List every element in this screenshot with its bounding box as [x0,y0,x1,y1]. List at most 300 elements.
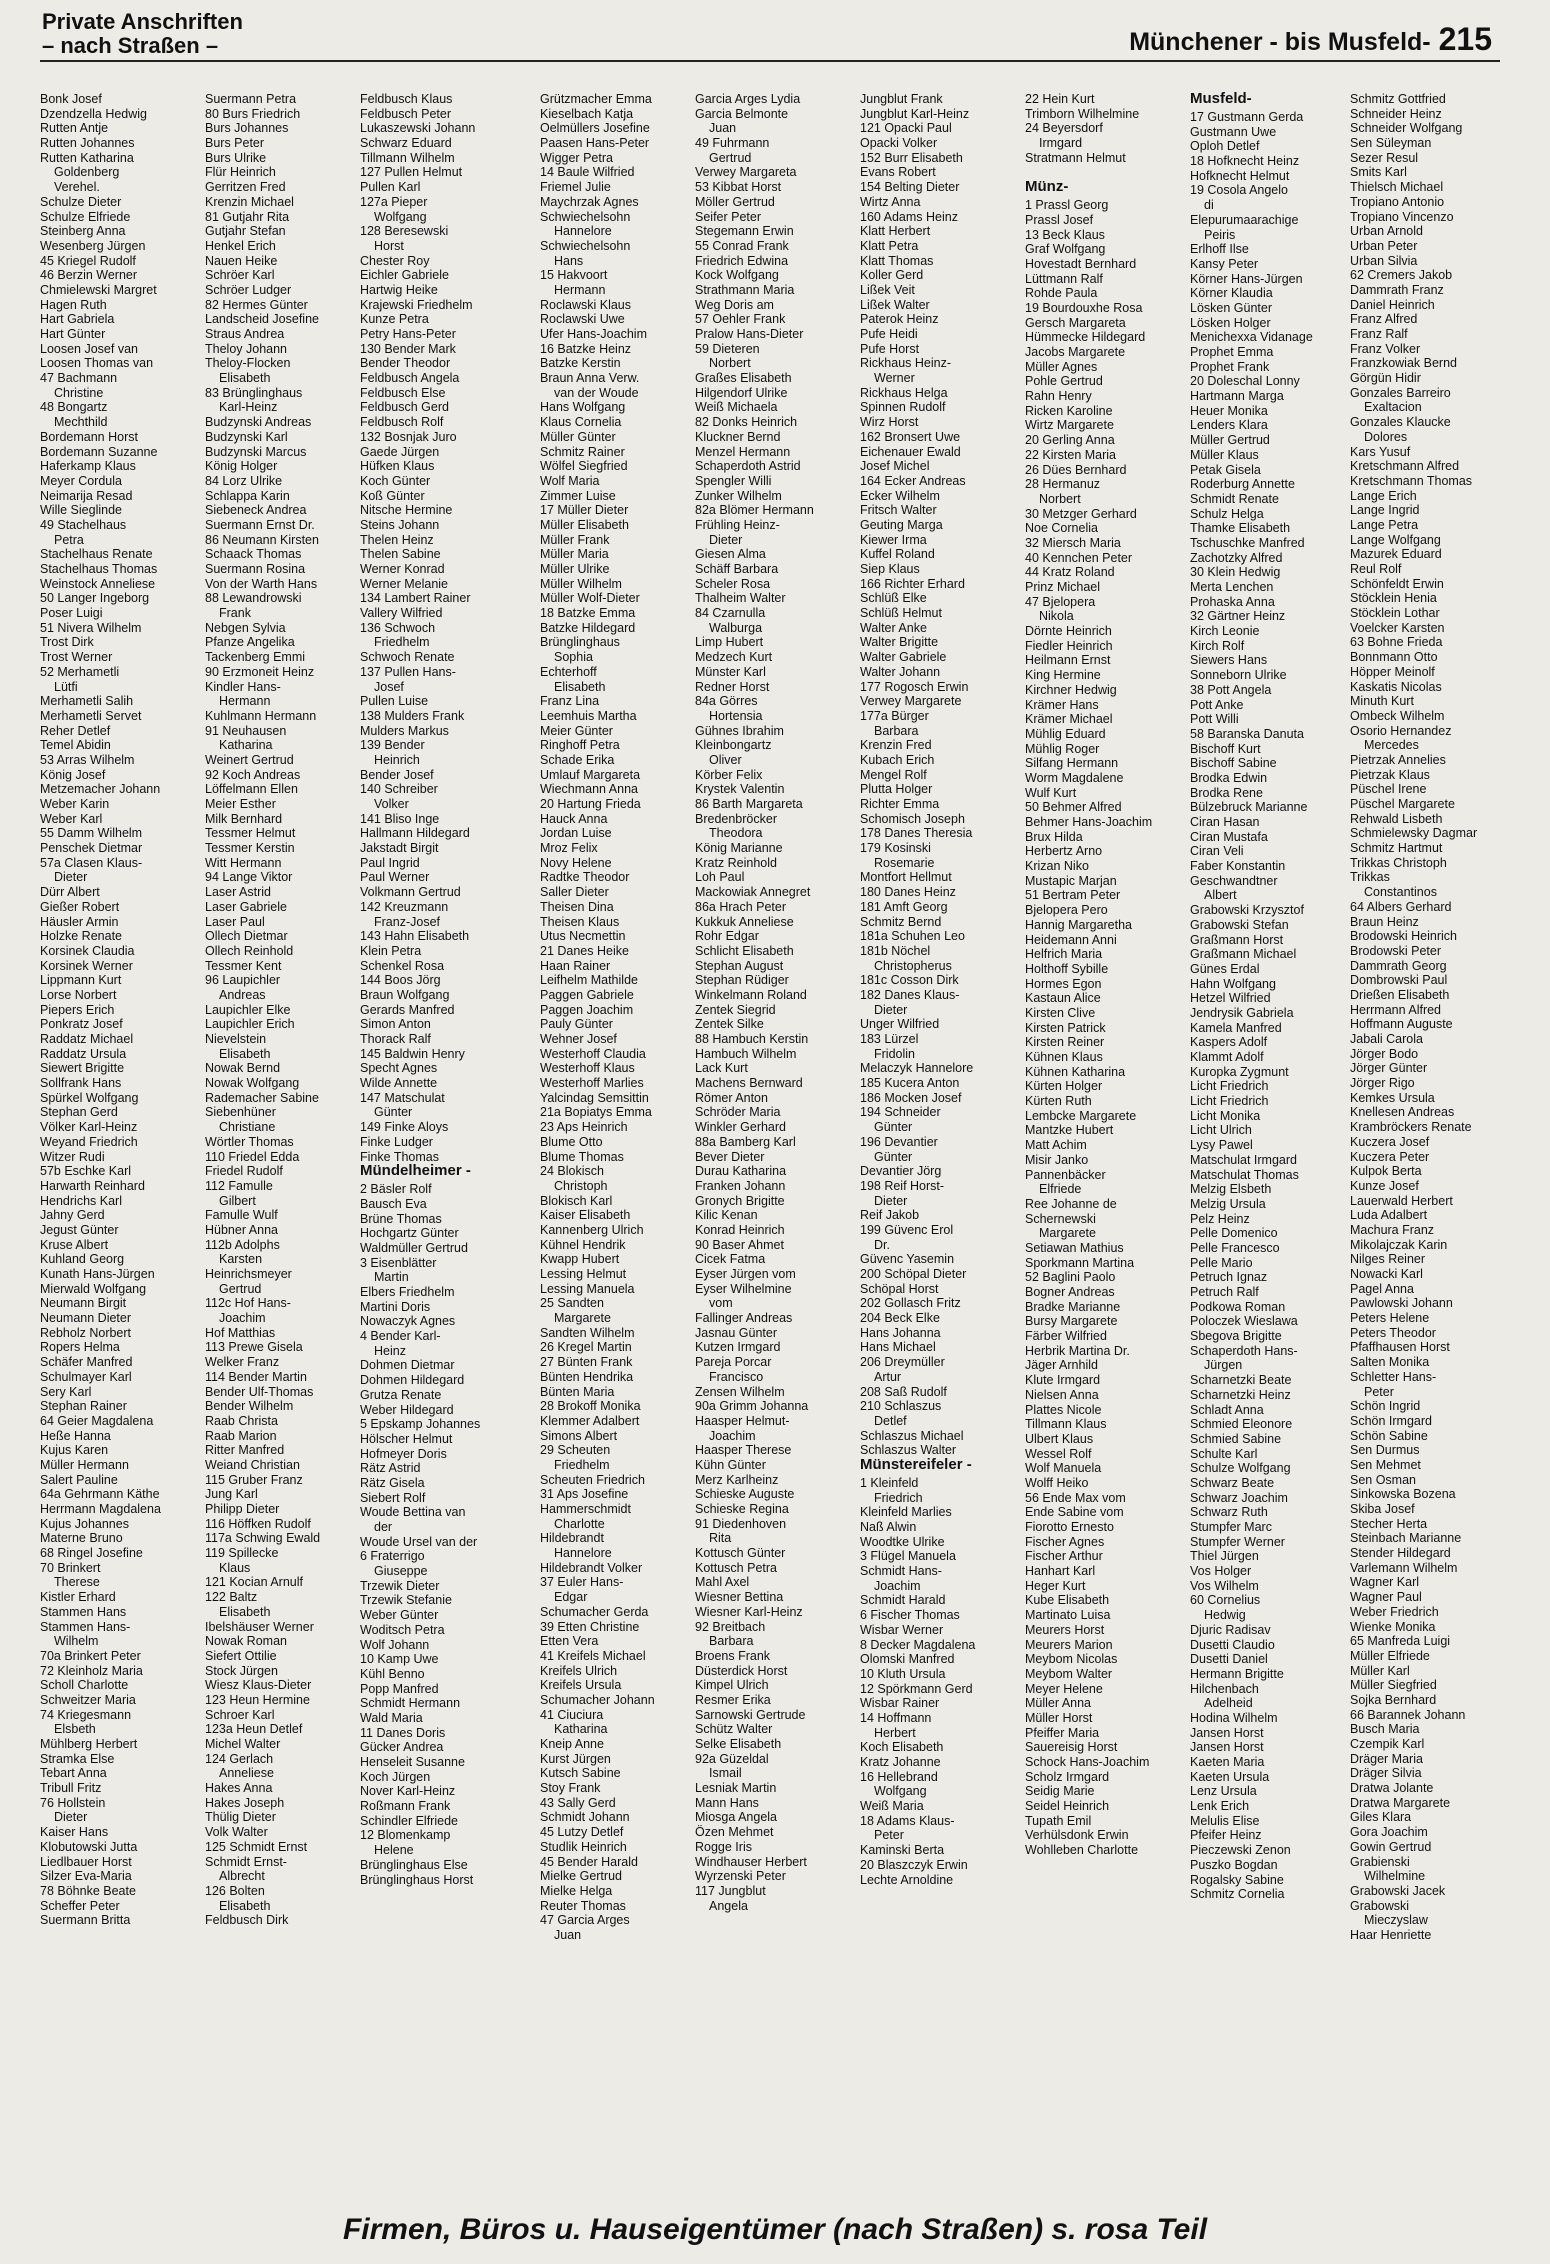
resident-entry: Lösken Holger [1190,315,1271,330]
resident-entry: 181 Amft Georg [860,899,948,914]
entry-continuation: Verehel. [54,180,100,195]
resident-entry: 21a Bopiatys Emma [540,1105,652,1120]
resident-entry: Nowacki Karl [1350,1267,1423,1281]
resident-entry: Kurst Jürgen [540,1751,611,1766]
street-heading: Mündelheimer - [360,1162,471,1180]
resident-entry: Bordemann Horst [40,429,138,444]
resident-entry: Kwapp Hubert [540,1252,620,1267]
resident-entry: Paul Ingrid [360,855,420,870]
resident-entry: Urban Silvia [1350,253,1418,268]
resident-entry: 166 Richter Erhard [860,576,965,591]
resident-entry: Körber Felix [695,767,763,782]
resident-entry: 90a Grimm Johanna [695,1399,809,1414]
resident-entry: Koß Günter [360,488,425,503]
resident-entry: Weber Karin [40,797,110,811]
resident-entry: 47 Garcia Arges [540,1913,630,1928]
resident-entry: Milk Bernhard [205,811,283,826]
resident-entry: Tupath Emil [1025,1813,1092,1828]
resident-entry: 88 Hambuch Kerstin [695,1032,809,1046]
entry-continuation: Therese [54,1575,100,1590]
resident-entry: Kimpel Ulrich [695,1678,769,1693]
resident-entry: 28 Brokoff Monika [540,1399,641,1414]
resident-entry: Ree Johanne de [1025,1196,1117,1211]
resident-entry: 126 Bolten [205,1883,265,1898]
resident-entry: 37 Euler Hans- [540,1575,624,1590]
entry-continuation: Adelheid [1204,1696,1253,1711]
resident-entry: 94 Lange Viktor [205,870,293,885]
resident-entry: Stoy Frank [540,1781,601,1796]
resident-entry: Dammrath Franz [1350,282,1444,297]
resident-entry: 25 Sandten [540,1296,604,1311]
resident-entry: Czempik Karl [1350,1737,1425,1751]
resident-entry: Kreifels Ulrich [540,1663,618,1678]
resident-entry: Pannenbäcker [1025,1167,1106,1182]
resident-entry: Richter Emma [860,797,940,811]
resident-entry: Skiba Josef [1350,1502,1415,1516]
resident-entry: Schmidt Ernst- [205,1854,287,1869]
resident-entry: Haar Henriette [1350,1927,1432,1942]
resident-entry: Machura Franz [1350,1222,1435,1237]
resident-entry: Düsterdick Horst [695,1663,788,1678]
entry-continuation: Margarete [1039,1226,1096,1241]
resident-entry: Jörger Rigo [1350,1076,1415,1091]
resident-entry: Koch Jürgen [360,1769,431,1784]
entry-continuation: Hermann [219,694,271,709]
resident-entry: Hans Johanna [860,1325,941,1340]
entry-continuation: Charlotte [554,1516,605,1531]
resident-entry: Wisbar Werner [860,1622,944,1637]
resident-entry: Meybom Walter [1025,1666,1113,1681]
resident-entry: Sporkmann Martina [1025,1255,1135,1270]
resident-entry: Ropers Helma [40,1340,120,1355]
resident-entry: Seifer Peter [695,209,762,224]
resident-entry: Kaspers Adolf [1190,1035,1268,1050]
resident-entry: Bender Wilhelm [205,1399,294,1414]
resident-entry: Neimarija Resad [40,488,133,503]
resident-entry: Mengel Rolf [860,767,927,782]
resident-entry: Pauly Günter [540,1017,613,1032]
resident-entry: Licht Ulrich [1190,1123,1252,1138]
resident-entry: Helfrich Maria [1025,947,1103,962]
resident-entry: 123a Heun Detlef [205,1722,303,1737]
entry-continuation: Exaltacion [1364,400,1422,415]
resident-entry: Hormes Egon [1025,976,1102,991]
resident-entry: Tessmer Kerstin [205,841,295,856]
resident-entry: 55 Conrad Frank [695,238,789,253]
resident-entry: 116 Höffken Rudolf [205,1516,311,1531]
resident-entry: Suermann Petra [205,92,297,106]
resident-entry: Licht Friedrich [1190,1094,1269,1109]
resident-entry: Kürten Ruth [1025,1094,1092,1109]
resident-entry: Ibelshäuser Werner [205,1619,314,1634]
resident-entry: Güvenc Yasemin [860,1252,955,1267]
resident-entry: Leemhuis Martha [540,708,637,723]
resident-entry: Sezer Resul [1350,150,1419,165]
resident-entry: Sarnowski Gertrude [695,1707,806,1722]
resident-entry: Gora Joachim [1350,1825,1428,1840]
resident-entry: Flür Heinrich [205,165,276,180]
resident-entry: 39 Etten Christine [540,1619,640,1634]
resident-entry: Pawlowski Johann [1350,1296,1453,1311]
resident-entry: Hofmeyer Doris [360,1446,447,1461]
street-range [1129,21,1492,57]
resident-entry: Trikkas [1350,870,1390,885]
resident-entry: Westerhoff Klaus [540,1061,635,1076]
resident-entry: Radtke Theodor [540,870,630,885]
resident-entry: Mierwald Wolfgang [40,1281,147,1296]
resident-entry: Ombeck Wilhelm [1350,708,1445,723]
resident-entry: Hölscher Helmut [360,1431,453,1446]
resident-entry: Gaede Jürgen [360,444,440,459]
resident-entry: Müller Frank [540,532,610,547]
resident-entry: Simons Albert [540,1428,618,1443]
resident-entry: Theloy Johann [205,341,288,356]
resident-entry: 65 Manfreda Luigi [1350,1634,1451,1649]
resident-entry: Färber Wilfried [1025,1329,1107,1344]
resident-entry: 45 Lutzy Detlef [540,1825,624,1840]
resident-entry: Ciran Hasan [1190,815,1260,829]
resident-entry: 181b Nöchel [860,943,931,958]
resident-entry: 147 Matschulat [360,1090,445,1105]
resident-entry: 76 Hollstein [40,1795,106,1810]
entry-continuation: Volker [374,797,409,811]
resident-entry: Tropiano Antonio [1350,194,1445,209]
resident-entry: Jacobs Margarete [1025,345,1126,359]
resident-entry: 113 Prewe Gisela [205,1340,303,1355]
resident-entry: Utus Necmettin [540,929,626,944]
resident-entry: Häusler Armin [40,914,119,929]
directory-column [860,92,1025,1887]
resident-entry: Temel Abidin [40,738,111,753]
resident-entry: Konrad Heinrich [695,1222,785,1237]
resident-entry: Theisen Klaus [540,914,620,929]
resident-entry: Lechte Arnoldine [860,1872,954,1887]
resident-entry: Straus Andrea [205,327,285,341]
resident-entry: Plutta Holger [860,782,933,797]
resident-entry: Schlaszus Walter [860,1443,957,1458]
resident-entry: Fischer Agnes [1025,1534,1105,1549]
resident-entry: Dusetti Daniel [1190,1652,1268,1667]
resident-entry: Raddatz Michael [40,1032,134,1046]
resident-entry: Lösken Günter [1190,300,1272,315]
resident-entry: 30 Klein Hedwig [1190,565,1281,580]
resident-entry: Verwey Margareta [695,165,797,180]
resident-entry: Schomisch Joseph [860,811,965,826]
resident-entry: Thalheim Walter [695,591,786,606]
entry-continuation: di [1204,198,1214,213]
resident-entry: Brodowski Peter [1350,943,1442,958]
resident-entry: Jungblut Frank [860,92,943,106]
entry-continuation: Dieter [709,532,743,547]
resident-entry: Machens Bernward [695,1076,803,1091]
resident-entry: Volkmann Gertrud [360,885,461,900]
resident-entry: Sandten Wilhelm [540,1325,635,1340]
entry-continuation: Günter [874,1120,913,1135]
resident-entry: Mühlig Roger [1025,741,1100,756]
resident-entry: Wienke Monika [1350,1619,1436,1634]
resident-entry: Scheffer Peter [40,1898,120,1913]
resident-entry: Gersch Margareta [1025,315,1126,330]
resident-entry: Wolf Manuela [1025,1461,1102,1476]
resident-entry: Bender Theodor [360,356,451,371]
resident-entry: Hauck Anna [540,811,608,826]
resident-entry: Jabali Carola [1350,1032,1423,1046]
resident-entry: Lauerwald Herbert [1350,1193,1453,1208]
resident-entry: Thamke Elisabeth [1190,521,1291,536]
entry-continuation: Dieter [874,1193,908,1208]
resident-entry: Batzke Hildegard [540,620,636,635]
resident-entry: Kock Wolfgang [695,268,779,283]
resident-entry: Oelmüllers Josefine [540,121,650,136]
resident-entry: Jahny Gerd [40,1208,105,1223]
resident-entry: Pralow Hans-Dieter [695,327,804,341]
resident-entry: Schindler Elfriede [360,1813,458,1828]
resident-entry: Scholl Charlotte [40,1678,129,1693]
resident-entry: Kirch Rolf [1190,638,1245,653]
resident-entry: Schweitzer Maria [40,1692,136,1707]
resident-entry: Gerritzen Fred [205,180,286,195]
resident-entry: 48 Bongartz [40,400,108,415]
resident-entry: 30 Metzger Gerhard [1025,506,1137,521]
resident-entry: Franken Johann [695,1178,786,1193]
resident-entry: Dzendzella Hedwig [40,106,148,121]
resident-entry: Siebert Rolf [360,1490,426,1505]
entry-continuation: Elisabeth [219,1898,271,1913]
resident-entry: Weber Karl [40,811,103,826]
entry-continuation: Lütfi [54,679,78,694]
resident-entry: Kistler Erhard [40,1590,116,1605]
resident-entry: Hübner Anna [205,1222,278,1237]
entry-continuation: van der Woude [554,385,639,400]
entry-continuation: Friedhelm [374,635,430,650]
resident-entry: Paggen Gabriele [540,987,634,1002]
resident-entry: Klatt Petra [860,238,919,253]
resident-entry: Jasnau Günter [695,1325,777,1340]
entry-continuation: Giuseppe [374,1564,428,1579]
resident-entry: Kirsten Reiner [1025,1035,1105,1050]
resident-entry: 46 Berzin Werner [40,268,138,283]
resident-entry: Stender Hildegard [1350,1546,1451,1561]
resident-entry: 56 Ende Max vom [1025,1490,1126,1505]
entry-continuation: Wolfgang [874,1784,927,1799]
resident-entry: Lißek Veit [860,282,915,297]
resident-entry: Kutsch Sabine [540,1766,621,1781]
resident-entry: 17 Müller Dieter [540,503,629,518]
entry-continuation: Rosemarie [874,855,935,870]
entry-continuation: Mieczyslaw [1364,1913,1428,1928]
resident-entry: Podkowa Roman [1190,1299,1286,1314]
resident-entry: Hovestadt Bernhard [1025,256,1137,271]
resident-entry: Körner Hans-Jürgen [1190,271,1303,286]
resident-entry: Lüttmann Ralf [1025,271,1103,286]
resident-entry: Roclawski Klaus [540,297,632,312]
entry-continuation: Mercedes [1364,738,1419,753]
resident-entry: Ollech Reinhold [205,943,294,958]
entry-continuation: Hans [554,253,584,268]
resident-entry: Wisbar Rainer [860,1696,940,1711]
resident-entry: Schwoch Renate [360,650,455,665]
resident-entry: Wohlleben Charlotte [1025,1843,1139,1858]
resident-entry: Römer Anton [695,1090,768,1105]
resident-entry: Müller Ulrike [540,562,610,576]
entry-continuation: der [374,1520,393,1534]
resident-entry: Kujus Johannes [40,1516,129,1531]
resident-entry: Scheuten Friedrich [540,1472,645,1487]
resident-entry: Mantzke Hubert [1025,1123,1114,1138]
resident-entry: 64 Albers Gerhard [1350,899,1452,914]
resident-entry: Windhauser Herbert [695,1854,807,1869]
resident-entry: Schäfer Manfred [40,1355,133,1370]
resident-entry: Krystek Valentin [695,782,785,797]
street-heading: Musfeld- [1190,92,1252,107]
resident-entry: Pieczewski Zenon [1190,1843,1291,1858]
entry-continuation: Elfriede [1039,1182,1082,1197]
resident-entry: 26 Kregel Martin [540,1340,632,1355]
resident-entry: Wolf Maria [540,473,600,488]
resident-entry: Mulders Markus [360,723,449,738]
entry-continuation: Petra [54,532,84,547]
resident-entry: Rutten Johannes [40,136,135,151]
resident-entry: Müller Elfriede [1350,1648,1430,1663]
resident-entry: 83 Brünglinghaus [205,385,303,400]
resident-entry: Prinz Michael [1025,580,1101,594]
entry-continuation: Franz-Josef [374,914,440,929]
resident-entry: 47 Bachmann [40,371,118,386]
resident-entry: Kruse Albert [40,1237,109,1252]
resident-entry: 55 Damm Wilhelm [40,826,143,841]
resident-entry: 20 Doleschal Lonny [1190,374,1300,389]
resident-entry: Sojka Bernhard [1350,1692,1437,1707]
resident-entry: Merhametli Salih [40,694,134,709]
resident-entry: Walter Brigitte [860,635,939,650]
resident-entry: Silfang Hermann [1025,756,1119,771]
resident-entry: Stramka Else [40,1751,115,1766]
resident-entry: Jörger Günter [1350,1061,1428,1076]
resident-entry: Kretschmann Thomas [1350,473,1473,488]
resident-entry: Budzynski Andreas [205,415,312,430]
resident-entry: Paul Werner [360,870,430,885]
resident-entry: 115 Gruber Franz [205,1472,303,1487]
resident-entry: Jäger Arnhild [1025,1358,1098,1373]
resident-entry: Siewert Brigitte [40,1061,125,1076]
resident-entry: Studlik Heinrich [540,1839,627,1854]
resident-entry: Zimmer Luise [540,488,616,503]
resident-entry: 128 Beresewski [360,224,449,239]
resident-entry: 74 Kriegesmann [40,1707,132,1722]
resident-entry: Ponkratz Josef [40,1017,123,1032]
resident-entry: Rätz Astrid [360,1461,421,1476]
resident-entry: Dräger Silvia [1350,1766,1422,1781]
resident-entry: 206 Dreymüller [860,1355,945,1370]
resident-entry: Günes Erdal [1190,961,1260,976]
resident-entry: 177 Rogosch Erwin [860,679,969,694]
resident-entry: Müller Siegfried [1350,1678,1437,1693]
resident-entry: Rickhaus Helga [860,385,948,400]
resident-entry: Lippmann Kurt [40,973,122,988]
resident-entry: Dohmen Hildegard [360,1373,465,1388]
resident-entry: Stachelhaus Thomas [40,562,158,576]
resident-entry: Hartmann Marga [1190,389,1284,404]
entry-continuation: Andreas [219,987,266,1002]
resident-entry: Laupichler Erich [205,1017,295,1032]
entry-continuation: Klaus [219,1560,251,1575]
resident-entry: Nebgen Sylvia [205,620,286,635]
resident-entry: Bülzebruck Marianne [1190,800,1308,815]
resident-entry: Schaack Thomas [205,547,302,562]
resident-entry: Tessmer Kent [205,958,282,973]
resident-entry: Dratwa Jolante [1350,1781,1434,1796]
resident-entry: Cicek Fatma [695,1252,766,1267]
entry-continuation: Heinrich [374,752,420,767]
resident-entry: Lenk Erich [1190,1799,1250,1814]
resident-entry: Wehner Josef [540,1032,617,1046]
resident-entry: Redner Horst [695,679,770,694]
resident-entry: Gießer Robert [40,899,120,914]
resident-entry: Nowak Bernd [205,1061,281,1076]
resident-entry: 123 Heun Hermine [205,1692,310,1707]
resident-entry: Krenzin Fred [860,738,932,753]
resident-entry: Stöcklein Henia [1350,591,1437,606]
resident-entry: Licht Friedrich [1190,1079,1269,1094]
resident-entry: Suermann Ernst Dr. [205,517,315,532]
resident-entry: Landscheid Josefine [205,312,319,327]
resident-entry: Gronych Brigitte [695,1193,785,1208]
resident-entry: Feldbusch Angela [360,371,460,386]
resident-entry: Bischoff Kurt [1190,741,1261,756]
resident-entry: Kieselbach Katja [540,106,634,121]
resident-entry: Strathmann Maria [695,282,795,297]
resident-entry: Pufe Horst [860,341,920,356]
resident-entry: Stumpfer Marc [1190,1520,1272,1534]
resident-entry: 64a Gehrmann Käthe [40,1487,160,1502]
resident-entry: Schenkel Rosa [360,958,445,973]
resident-entry: Lembcke Margarete [1025,1108,1137,1123]
resident-entry: Jansen Horst [1190,1725,1264,1740]
resident-entry: Eyser Jürgen vom [695,1267,796,1281]
resident-entry: Koller Gerd [860,268,924,283]
resident-entry: Jung Karl [205,1487,258,1502]
resident-entry: Kuropka Zygmunt [1190,1064,1289,1079]
resident-entry: Simon Anton [360,1017,431,1032]
resident-entry: 52 Baglini Paolo [1025,1270,1116,1285]
resident-entry: Müller Maria [540,547,609,562]
resident-entry: 181a Schuhen Leo [860,929,965,944]
resident-entry: Sbegova Brigitte [1190,1329,1282,1344]
resident-entry: Püschel Margarete [1350,797,1455,811]
resident-entry: 82 Hermes Günter [205,297,308,312]
resident-entry: Busch Maria [1350,1722,1420,1737]
directory-column [1025,92,1190,1858]
resident-entry: Bogner Andreas [1025,1285,1115,1299]
resident-entry: Raddatz Ursula [40,1046,127,1061]
resident-entry: Schmitz Cornelia [1190,1887,1285,1902]
resident-entry: Siefert Ottilie [205,1648,277,1663]
resident-entry: Grabowski Jacek [1350,1883,1446,1898]
resident-entry: Bonk Josef [40,92,102,106]
resident-entry: Ringhoff Petra [540,738,620,753]
entry-continuation: Katharina [554,1722,608,1737]
resident-entry: Sinkowska Bozena [1350,1487,1456,1502]
resident-entry: Lißek Walter [860,297,930,312]
resident-entry: 40 Kennchen Peter [1025,550,1133,565]
resident-entry: 82 Donks Heinrich [695,415,798,430]
resident-entry: 57b Eschke Karl [40,1164,132,1179]
resident-entry: Klute Irmgard [1025,1373,1101,1388]
resident-entry: Holthoff Sybille [1025,961,1109,976]
resident-entry: Sery Karl [40,1384,92,1399]
resident-entry: Weinert Gertrud [205,752,294,767]
entry-continuation: Angela [709,1898,748,1913]
